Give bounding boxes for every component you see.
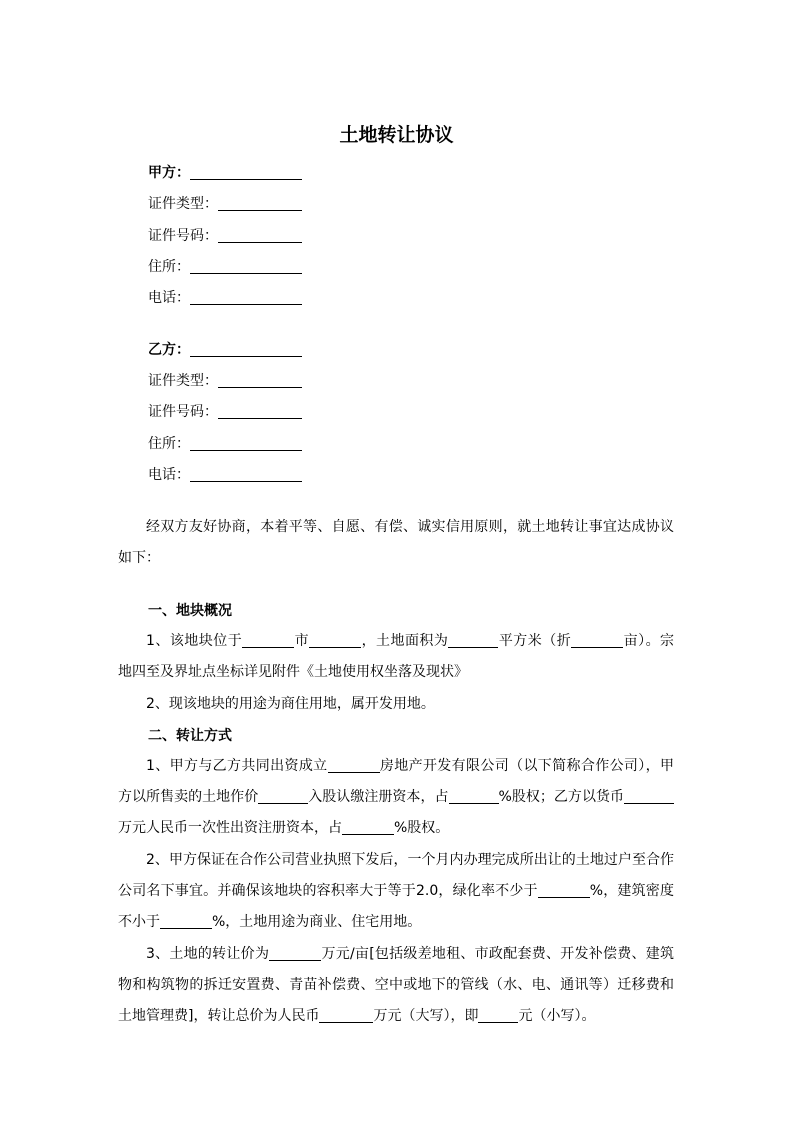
company-name-blank[interactable] <box>328 756 380 773</box>
s2c1-text-e: 万元人民币一次性出资注册资本，占 <box>118 820 342 836</box>
district-blank[interactable] <box>309 631 361 648</box>
party-b-address-blank[interactable] <box>190 434 302 451</box>
s1c1-text-e: 亩）。宗地四至及界址点坐标详见附件《土地使用权坐落及现状》 <box>118 633 675 680</box>
party-a-share-blank[interactable] <box>449 787 499 804</box>
section-2-clause-3 <box>118 939 674 1032</box>
party-a-name-field <box>148 163 302 183</box>
s2c3-text-d: 元（小写）。 <box>518 1008 596 1024</box>
s1c1-text-c: ，土地面积为 <box>361 633 449 649</box>
party-a-id-number-label: 证件号码： <box>148 228 218 244</box>
party-b-name-field <box>148 340 302 360</box>
party-a-id-number-blank[interactable] <box>218 226 302 243</box>
s2c1-text-c: 入股认缴注册资本，占 <box>308 789 449 805</box>
section-2-clause-2 <box>118 845 674 938</box>
section-1-heading: 一、地块概况 <box>148 603 232 619</box>
party-b-name-label: 乙方： <box>148 342 190 358</box>
s1c2-text: 2、现该地块的用途为商住用地，属开发用地。 <box>146 696 435 712</box>
party-b-address-field <box>148 434 302 454</box>
area-mu-blank[interactable] <box>571 631 623 648</box>
price-per-mu-blank[interactable] <box>269 944 321 961</box>
s2c3-text-c: 万元（大写），即 <box>373 1008 479 1024</box>
party-b-share-blank[interactable] <box>342 818 394 835</box>
section-1-clause-2 <box>118 689 674 720</box>
section-2-clause-1 <box>118 751 674 844</box>
party-a-name-blank[interactable] <box>190 163 302 180</box>
document-title: 土地转让协议 <box>339 124 454 146</box>
intro-paragraph <box>118 512 674 574</box>
party-a-name-label: 甲方： <box>148 165 190 181</box>
section-1-clause-1 <box>118 626 674 688</box>
building-density-blank[interactable] <box>160 912 212 929</box>
greening-rate-blank[interactable] <box>538 881 590 898</box>
party-a-address-label: 住所： <box>148 259 190 275</box>
party-b-name-blank[interactable] <box>190 340 302 357</box>
party-a-phone-label: 电话： <box>148 290 190 306</box>
area-sqm-blank[interactable] <box>448 631 498 648</box>
total-price-words-blank[interactable] <box>319 1006 373 1023</box>
party-b-address-label: 住所： <box>148 436 190 452</box>
city-blank[interactable] <box>242 631 294 648</box>
total-price-number-blank[interactable] <box>478 1006 518 1023</box>
s2c3-text-b: 万元/亩[包括级差地租、市政配套费、开发补偿费、建筑物和构筑物的拆迁安置费、青苗补偿费、空中或地下的管线（水、电、通讯等）迁移费和土地管理费]，转让总价为人民币 <box>118 946 674 1024</box>
party-b-id-number-blank[interactable] <box>218 402 302 419</box>
party-b-id-number-field <box>148 402 302 422</box>
s2c1-text-a: 1、甲方与乙方共同出资成立 <box>146 758 328 774</box>
party-a-id-number-field <box>148 226 302 246</box>
party-b-phone-field <box>148 465 302 485</box>
party-a-id-type-field <box>148 194 302 214</box>
party-a-id-type-label: 证件类型： <box>148 196 218 212</box>
s2c2-text-b: %，建筑密度不小于 <box>118 883 674 930</box>
party-a-phone-blank[interactable] <box>190 288 302 305</box>
s2c2-text-c: %，土地用途为商业、住宅用地。 <box>212 914 422 930</box>
section-2-heading: 二、转让方式 <box>148 728 232 744</box>
party-a-address-field <box>148 257 302 277</box>
s1c1-text-a: 1、该地块位于 <box>146 633 243 649</box>
party-b-id-type-blank[interactable] <box>218 371 302 388</box>
s2c2-text-a: 2、甲方保证在合作公司营业执照下发后，一个月内办理完成所出让的土地过户至合作公司名下事宜。并确保该地块的容积率大于等于2.0，绿化率不少于 <box>118 852 674 899</box>
s2c1-text-b: 房地产开发有限公司（以下简称合作公司），甲方以所售卖的土地作价 <box>118 758 674 805</box>
party-b-id-type-label: 证件类型： <box>148 373 218 389</box>
s1c1-text-b: 市 <box>294 633 310 649</box>
party-b-id-type-field <box>148 371 302 391</box>
intro-text: 经双方友好协商，本着平等、自愿、有偿、诚实信用原则，就土地转让事宜达成协议如下： <box>118 519 674 566</box>
land-value-blank[interactable] <box>258 787 308 804</box>
s2c1-text-d: %股权；乙方以货币 <box>498 789 625 805</box>
party-b-id-number-label: 证件号码： <box>148 404 218 420</box>
party-b-capital-blank[interactable] <box>624 787 674 804</box>
party-a-address-blank[interactable] <box>190 257 302 274</box>
party-a-phone-field <box>148 288 302 308</box>
s2c3-text-a: 3、土地的转让价为 <box>146 946 270 962</box>
party-b-phone-blank[interactable] <box>190 465 302 482</box>
s1c1-text-d: 平方米（折 <box>498 633 572 649</box>
s2c1-text-f: %股权。 <box>394 820 450 836</box>
party-b-phone-label: 电话： <box>148 467 190 483</box>
party-a-id-type-blank[interactable] <box>218 194 302 211</box>
